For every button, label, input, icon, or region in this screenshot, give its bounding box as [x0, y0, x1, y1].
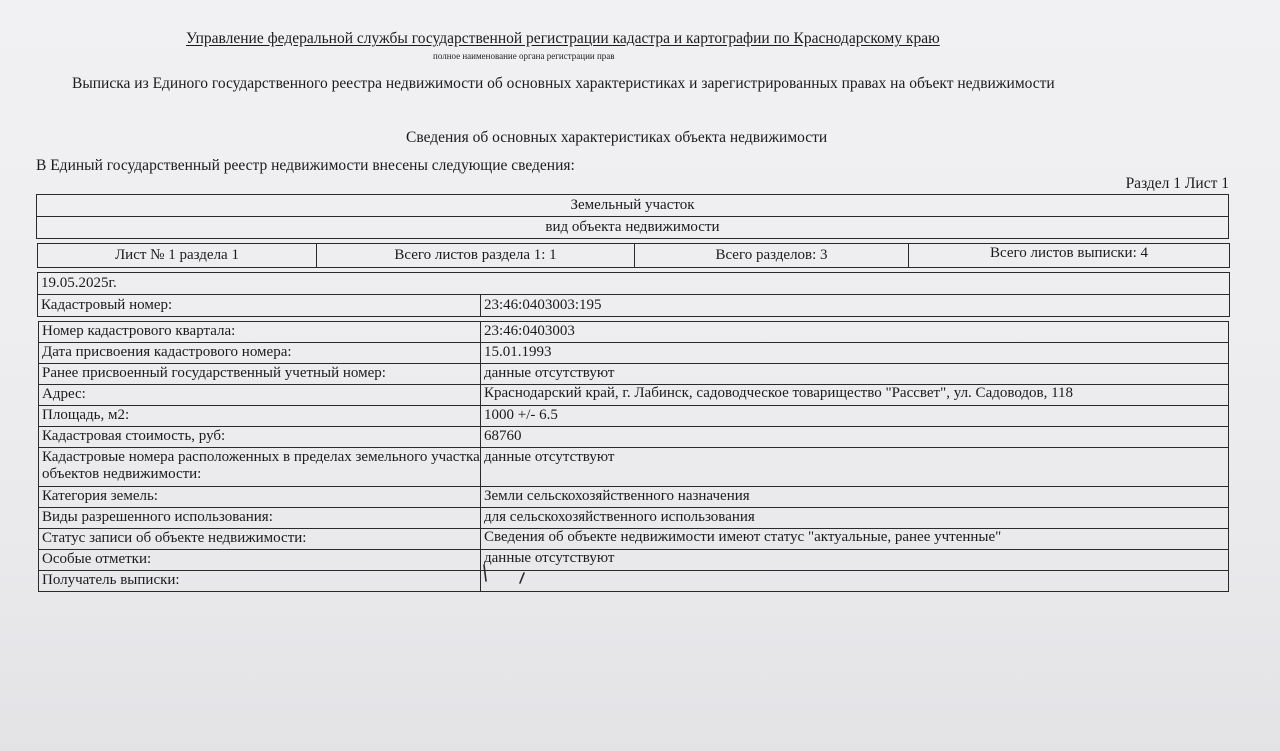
object-type-box: [36, 194, 1229, 239]
row-value: Краснодарский край, г. Лабинск, садоводческое товарищество "Рассвет", ул. Садоводов, 118: [484, 385, 1074, 401]
table-row: [39, 570, 1228, 591]
row-value: 23:46:0403003: [484, 323, 575, 339]
table-row: [39, 507, 1228, 528]
row-label: Ранее присвоенный государственный учетный номер:: [39, 364, 481, 384]
row-label: Номер кадастрового квартала:: [39, 322, 481, 342]
row-value: данные отсутствуют: [484, 550, 615, 566]
agency-caption: полное наименование органа регистрации прав: [433, 51, 615, 61]
table-row: [39, 528, 1228, 549]
total-sheets-section: Всего листов раздела 1: 1: [317, 244, 635, 267]
extract-date: 19.05.2025г.: [41, 275, 117, 291]
cadastral-label: Кадастровый номер:: [38, 295, 481, 316]
row-value: для сельскохозяйственного использования: [484, 509, 755, 525]
table-row: [39, 322, 1228, 342]
agency-name: Управление федеральной службы государственной регистрации кадастра и картографии по Краснодарскому краю: [186, 30, 940, 47]
table-row: [39, 384, 1228, 405]
section-sheet-label: Раздел 1 Лист 1: [1125, 175, 1229, 192]
object-type: Земельный участок: [570, 197, 695, 213]
details-table: [38, 321, 1229, 592]
row-label: Виды разрешенного использования:: [39, 508, 481, 528]
row-value: данные отсутствуют: [484, 449, 615, 465]
row-value: Земли сельскохозяйственного назначения: [484, 488, 750, 504]
row-label: Адрес:: [39, 385, 481, 405]
table-row: [39, 405, 1228, 426]
row-value: Сведения об объекте недвижимости имеют статус "актуальные, ранее учтенные": [484, 529, 1002, 545]
row-label: Кадастровая стоимость, руб:: [39, 427, 481, 447]
row-label: Кадастровые номера расположенных в пределах земельного участка объектов недвижимости:: [39, 448, 481, 486]
sheet-of-section: Лист № 1 раздела 1: [38, 244, 317, 267]
document-title: Выписка из Единого государственного реестра недвижимости об основных характеристиках и зарегистрированных правах на объект недвижимости: [72, 75, 1055, 92]
cadastral-value: 23:46:0403003:195: [484, 297, 602, 313]
row-label: Статус записи об объекте недвижимости:: [39, 529, 481, 549]
sheet-info-row: [37, 243, 1230, 268]
table-row: [39, 426, 1228, 447]
row-value: данные отсутствуют: [484, 365, 615, 381]
table-row: [39, 363, 1228, 384]
row-label: Категория земель:: [39, 487, 481, 507]
row-label: Дата присвоения кадастрового номера:: [39, 343, 481, 363]
section-title: Сведения об основных характеристиках объекта недвижимости: [406, 129, 828, 146]
table-row: [39, 486, 1228, 507]
total-sheets-extract: Всего листов выписки: 4: [990, 245, 1148, 261]
row-value: 68760: [484, 428, 522, 444]
table-row: [39, 447, 1228, 486]
redacted-recipient-mark: [480, 561, 550, 585]
table-row: [39, 549, 1228, 570]
row-label: Площадь, м2:: [39, 406, 481, 426]
meta-table: [37, 272, 1230, 317]
row-value: 1000 +/- 6.5: [484, 407, 558, 423]
date-row: [38, 273, 1229, 294]
table-row: [39, 342, 1228, 363]
row-label: Получатель выписки:: [39, 571, 481, 591]
row-value: [481, 571, 1228, 591]
intro-text: В Единый государственный реестр недвижимости внесены следующие сведения:: [36, 157, 575, 174]
total-sections: Всего разделов: 3: [635, 244, 909, 267]
row-value: 15.01.1993: [484, 344, 552, 360]
object-type-caption: вид объекта недвижимости: [37, 216, 1228, 238]
row-label: Особые отметки:: [39, 550, 481, 570]
cadastral-row: [38, 294, 1229, 316]
